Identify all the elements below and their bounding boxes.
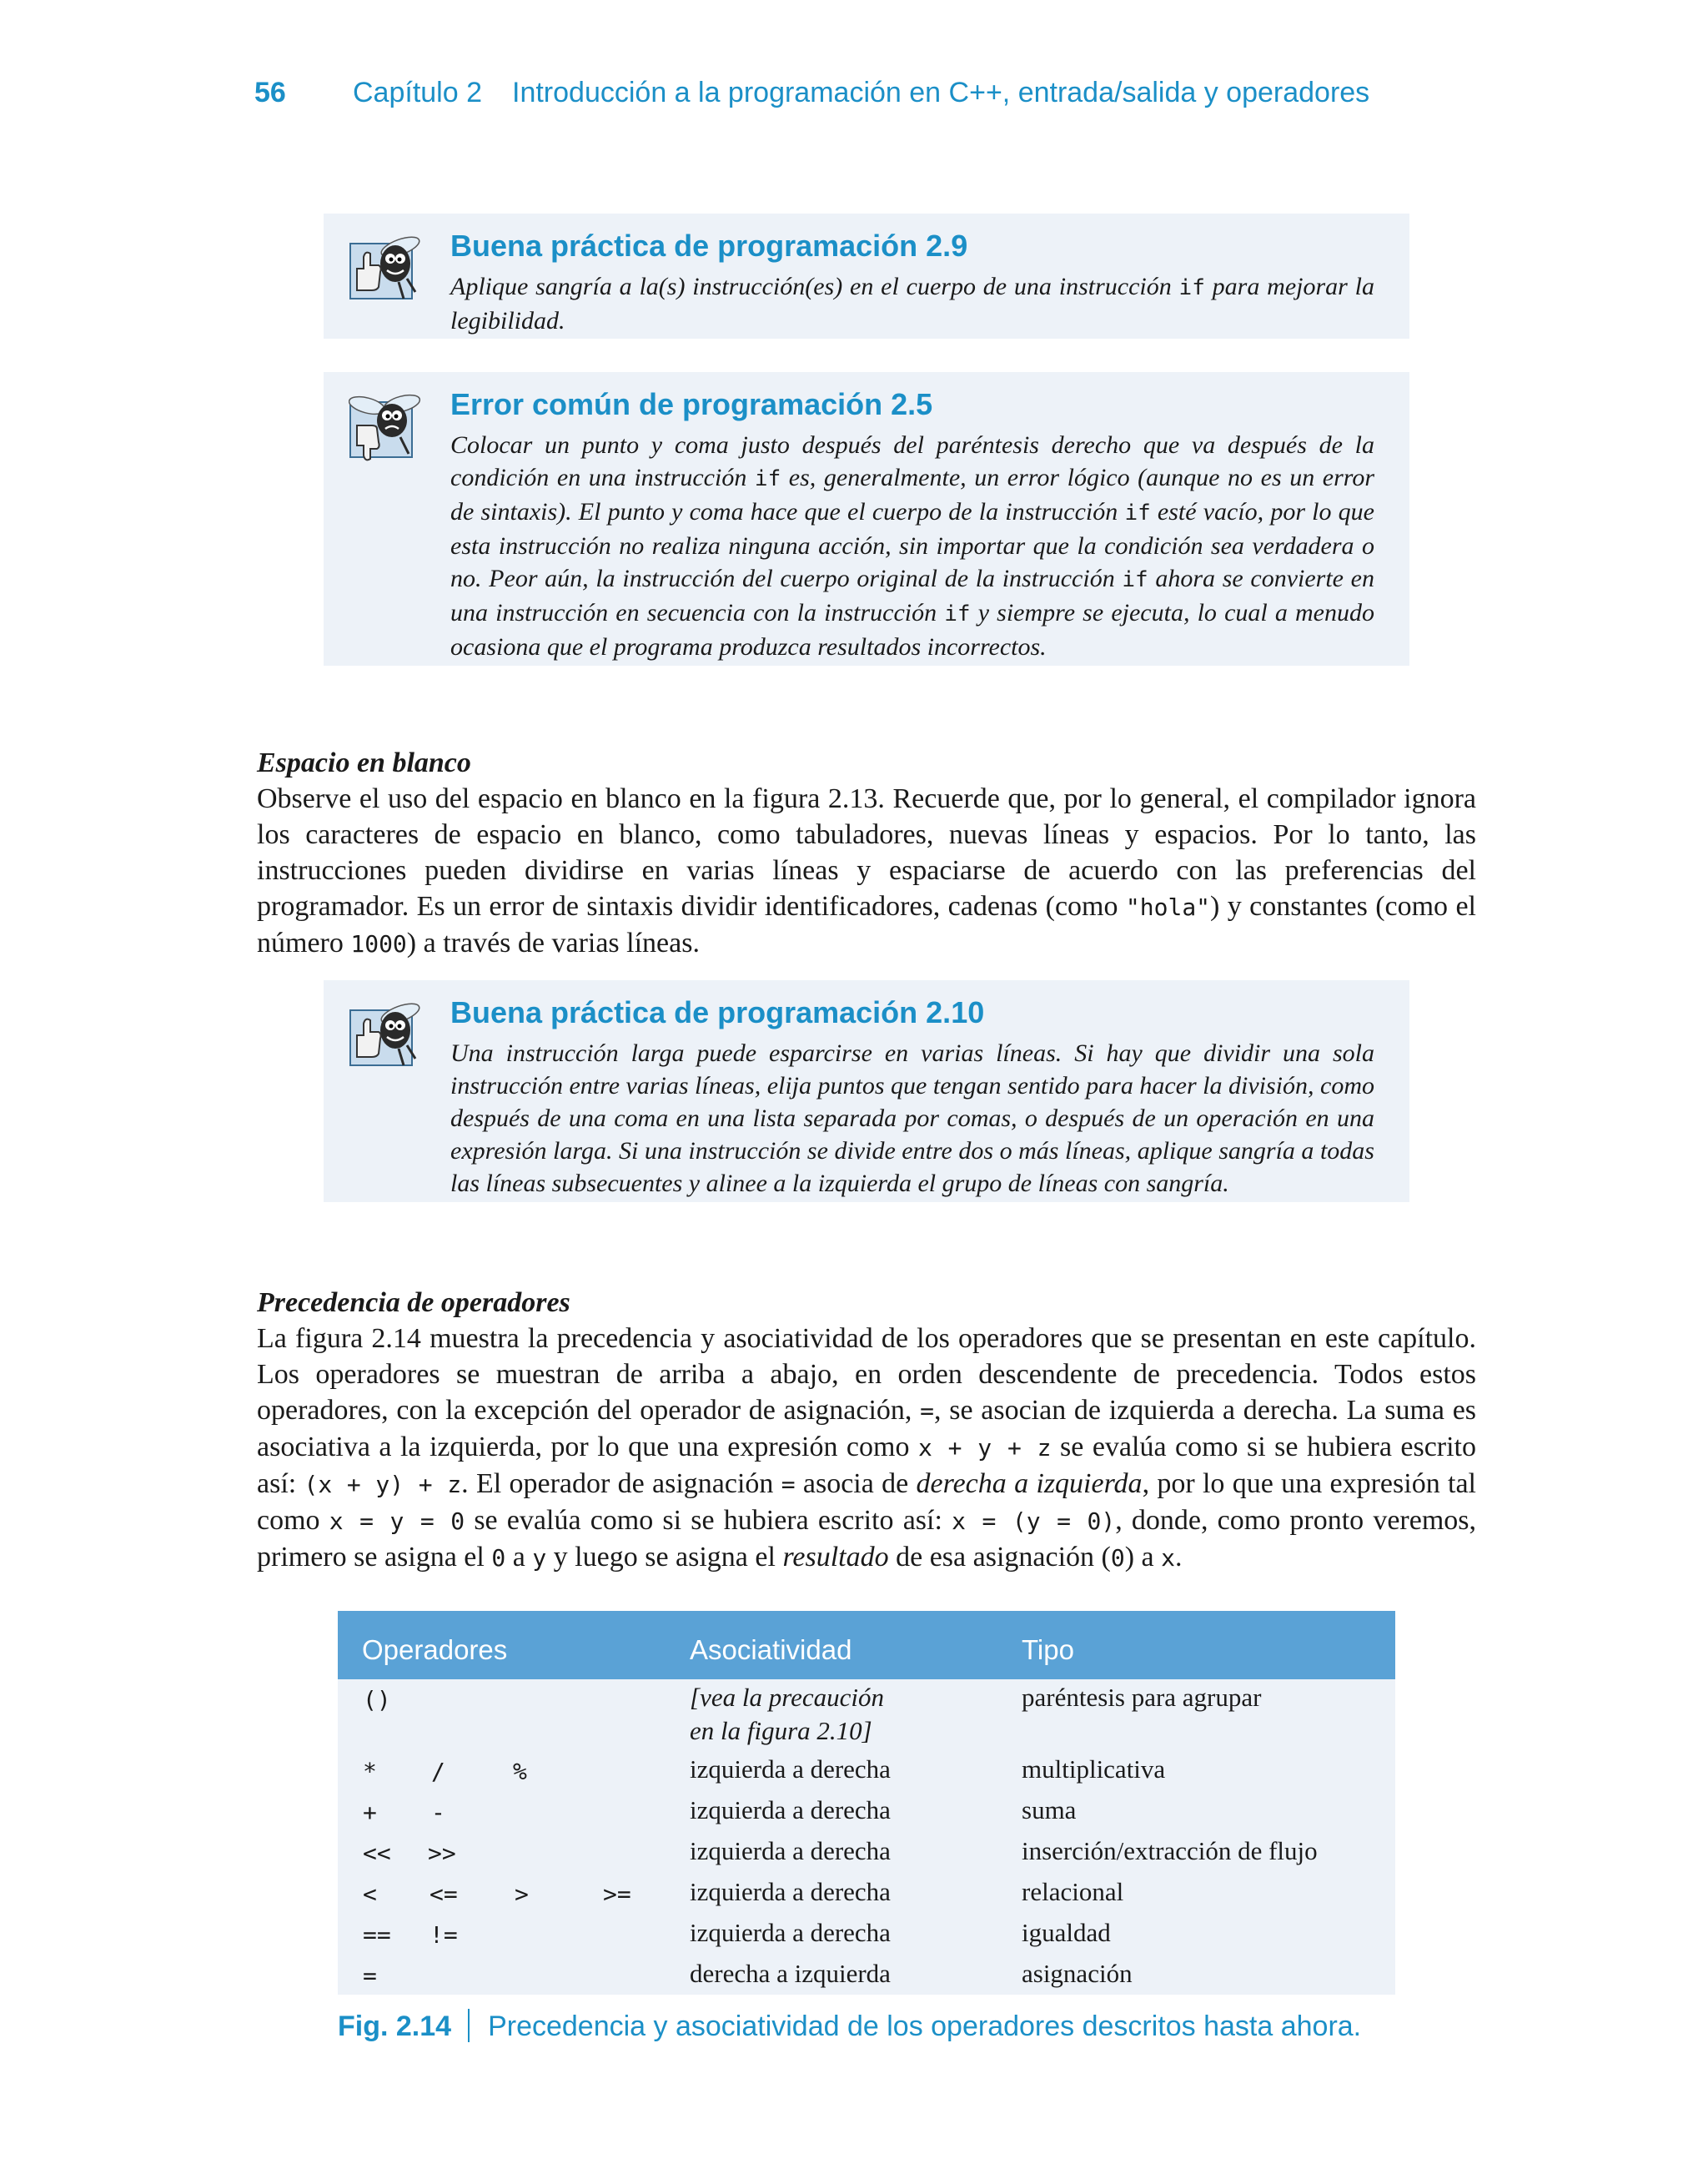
figure-label: Fig. 2.14 xyxy=(338,2010,452,2042)
box-title: Buena práctica de programación 2.10 xyxy=(450,995,985,1029)
associativity-cell: izquierda a derecha xyxy=(690,1795,891,1824)
section-body: Observe el uso del espacio en blanco en la figura 2.13. Recuerde que, por lo general, el compilador ignora los caracteres de espacio en blanco, como tabuladores, nuevas líneas y espacios. Por lo tanto, las instrucciones pueden dividirse en varias líneas y espaciarse de acuerdo con las preferencias del programador. Es un error de sintaxis dividir identificadores, cadenas (como "hola") y constantes (como el número 1000) a través de varias líneas. xyxy=(257,783,1476,959)
operator-cell: < xyxy=(363,1880,377,1908)
page-number: 56 xyxy=(254,77,286,108)
good-practice-box-2-10 xyxy=(324,980,1409,1202)
whitespace-section xyxy=(257,745,1476,962)
operator-cell: == xyxy=(363,1921,391,1949)
box-title: Buena práctica de programación 2.9 xyxy=(450,229,968,263)
column-header-associativity: Asociatividad xyxy=(690,1634,852,1665)
box-body: Colocar un punto y coma justo después del paréntesis derecho que va después de la condición en una instrucción if es, generalmente, un error lógico (aunque no es un error de sintaxis). El punto y coma hace que el cuerpo de la instrucción if esté vacío, por lo que esta instrucción no realiza ninguna acción, sin importar que la condición sea verdadera o no. Peor aún, la instrucción del cuerpo original de la instrucción if ahora se convierte en una instrucción en secuencia con la instrucción if y siempre se ejecuta, lo cual a menudo ocasiona que el programa produzca resultados incorrectos. xyxy=(450,431,1375,661)
operator-cell: / xyxy=(431,1758,445,1785)
associativity-cell: izquierda a derecha xyxy=(690,1918,891,1947)
caption-divider xyxy=(468,2009,470,2042)
precedence-section xyxy=(257,1285,1476,1576)
operator-cell: >= xyxy=(603,1880,631,1908)
operator-cell: + xyxy=(363,1799,377,1826)
associativity-cell: izquierda a derecha xyxy=(690,1877,891,1906)
chapter-label: Capítulo 2 xyxy=(353,77,482,108)
box-body: Una instrucción larga puede esparcirse en varias líneas. Si hay que dividir una sola instrucción entre varias líneas, elija puntos que tengan sentido para hacer la división, como después de una coma en una lista separada por comas, o después de un operación en una expresión larga. Si una instrucción se divide entre dos o más líneas, aplique sangría a todas las líneas subsecuentes y alinee a la izquierda el grupo de líneas con sangría. xyxy=(450,1039,1374,1197)
operator-cell: >> xyxy=(428,1839,456,1867)
section-body: La figura 2.14 muestra la precedencia y asociatividad de los operadores que se presentan en este capítulo. Los operadores se muestran de arriba a abajo, en orden descendente de precedencia. Todos estos operadores, con la excepción del operador de asignación, =, se asocian de izquierda a derecha. La suma es asociativa a la izquierda, por lo que una expresión como x + y + z se evalúa como si se hubiera escrito así: (x + y) + z. El operador de asignación = asocia de derecha a izquierda, por lo que una expresión tal como x = y = 0 se evalúa como si se hubiera escrito así: x = (y = 0), donde, como pronto veremos, primero se asigna el 0 a y y luego se asigna el resultado de esa asignación (0) a x. xyxy=(257,1323,1477,1573)
figure-caption xyxy=(338,2009,1361,2043)
column-header-type: Tipo xyxy=(1022,1634,1074,1665)
common-error-box-2-5 xyxy=(324,372,1409,666)
type-cell: relacional xyxy=(1022,1877,1124,1906)
associativity-cell: izquierda a derecha xyxy=(690,1754,891,1784)
good-practice-box-2-9 xyxy=(324,214,1409,339)
table-header-row xyxy=(338,1611,1395,1679)
type-cell: paréntesis para agrupar xyxy=(1022,1683,1262,1712)
operator-cell: > xyxy=(515,1880,529,1908)
bug-thumbs-up-icon xyxy=(349,232,425,304)
operator-cell: () xyxy=(363,1686,391,1714)
box-body: Aplique sangría a la(s) instrucción(es) en el cuerpo de una instrucción if para mejorar la legibilidad. xyxy=(450,273,1374,335)
type-cell: suma xyxy=(1022,1795,1077,1824)
operator-cell: <= xyxy=(430,1880,458,1908)
associativity-cell: derecha a izquierda xyxy=(690,1959,891,1988)
associativity-cell: [vea la precaución xyxy=(690,1683,884,1712)
box-title: Error común de programación 2.5 xyxy=(450,387,933,421)
operator-cell: << xyxy=(363,1839,391,1867)
operator-cell: * xyxy=(363,1758,377,1785)
column-header-operators: Operadores xyxy=(362,1634,508,1665)
bug-thumbs-down-icon xyxy=(349,390,425,462)
operator-cell: = xyxy=(363,1962,377,1990)
caption-text: Precedencia y asociatividad de los operadores descritos hasta ahora. xyxy=(488,2010,1362,2042)
associativity-cell: izquierda a derecha xyxy=(690,1836,891,1865)
operator-cell: % xyxy=(513,1758,527,1785)
operator-cell: != xyxy=(430,1921,458,1949)
associativity-cell-line2: en la figura 2.10] xyxy=(690,1716,872,1745)
type-cell: igualdad xyxy=(1022,1918,1111,1947)
chapter-title: Introducción a la programación en C++, entrada/salida y operadores xyxy=(512,77,1370,108)
type-cell: asignación xyxy=(1022,1959,1133,1988)
operator-cell: - xyxy=(431,1799,445,1826)
type-cell: inserción/extracción de flujo xyxy=(1022,1836,1318,1865)
section-heading: Espacio en blanco xyxy=(257,747,471,778)
section-heading: Precedencia de operadores xyxy=(257,1287,570,1318)
operator-precedence-table xyxy=(338,1611,1395,1995)
bug-thumbs-up-icon xyxy=(349,999,425,1070)
type-cell: multiplicativa xyxy=(1022,1754,1166,1784)
